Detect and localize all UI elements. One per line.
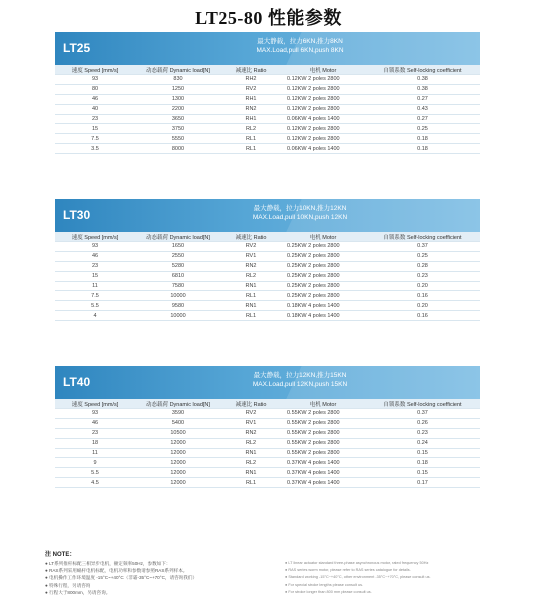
notes-title: 注 NOTE： <box>45 552 76 558</box>
ratio-cell: RL2 <box>221 458 281 468</box>
table-row <box>55 281 480 291</box>
motor-cell: 0.12KW 2 poles 2800 <box>281 124 365 134</box>
load-spec-en: MAX.Load,pull 10KN,push 12KN <box>252 214 348 221</box>
motor-cell: 0.25KW 2 poles 2800 <box>281 261 365 271</box>
load-cell: 1300 <box>135 94 221 104</box>
section-lt25 <box>55 32 480 154</box>
load-cell: 10000 <box>135 311 221 321</box>
header-speed: 速度 Speed [mm/s] <box>55 399 135 409</box>
coef-cell: 0.18 <box>365 144 480 154</box>
load-cell: 5280 <box>135 261 221 271</box>
table-header-row <box>55 232 480 242</box>
ratio-cell: RN2 <box>221 261 281 271</box>
motor-cell: 0.06KW 4 poles 1400 <box>281 114 365 124</box>
section-banner <box>55 32 480 65</box>
header-motor: 电机 Motor <box>281 65 365 75</box>
motor-cell: 0.18KW 4 poles 1400 <box>281 311 365 321</box>
load-cell: 12000 <box>135 478 221 488</box>
table-row <box>55 409 480 419</box>
header-ratio: 减速比 Ratio <box>221 399 281 409</box>
motor-cell: 0.37KW 4 poles 1400 <box>281 468 365 478</box>
load-cell: 12000 <box>135 458 221 468</box>
speed-cell: 80 <box>55 84 135 94</box>
motor-cell: 0.06KW 4 poles 1400 <box>281 144 365 154</box>
table-row <box>55 271 480 281</box>
table-row <box>55 478 480 488</box>
coef-cell: 0.20 <box>365 301 480 311</box>
table-row <box>55 458 480 468</box>
model-name: LT30 <box>63 208 91 222</box>
performance-table <box>55 65 480 154</box>
load-cell: 1650 <box>135 242 221 252</box>
load-cell: 12000 <box>135 468 221 478</box>
header-motor: 电机 Motor <box>281 232 365 242</box>
ratio-cell: RL2 <box>221 271 281 281</box>
speed-cell: 40 <box>55 104 135 114</box>
coef-cell: 0.16 <box>365 311 480 321</box>
coef-cell: 0.43 <box>365 104 480 114</box>
ratio-cell: RL1 <box>221 311 281 321</box>
coef-cell: 0.38 <box>365 84 480 94</box>
note-line: ● RAS系列采用蜗杆电机标配，电机功率和参数请参照RAS系列样本。 <box>45 568 188 574</box>
notes-en <box>285 560 495 596</box>
load-spec <box>175 37 425 55</box>
motor-cell: 0.12KW 2 poles 2800 <box>281 84 365 94</box>
coef-cell: 0.28 <box>365 261 480 271</box>
motor-cell: 0.18KW 4 poles 1400 <box>281 301 365 311</box>
ratio-cell: RV1 <box>221 418 281 428</box>
motor-cell: 0.55KW 2 poles 2800 <box>281 409 365 419</box>
ratio-cell: RL1 <box>221 134 281 144</box>
speed-cell: 93 <box>55 409 135 419</box>
load-spec <box>175 371 425 389</box>
load-cell: 12000 <box>135 438 221 448</box>
note-line: ● LT linear actuator standard three-phase asynchronous motor, rated frequency 50Hz <box>285 561 429 565</box>
speed-cell: 23 <box>55 114 135 124</box>
motor-cell: 0.55KW 2 poles 2800 <box>281 438 365 448</box>
ratio-cell: RN1 <box>221 468 281 478</box>
section-lt40 <box>55 366 480 488</box>
table-row <box>55 311 480 321</box>
table-row <box>55 75 480 85</box>
table-row <box>55 124 480 134</box>
model-name: LT25 <box>63 41 91 55</box>
table-row <box>55 104 480 114</box>
coef-cell: 0.25 <box>365 124 480 134</box>
table-row <box>55 428 480 438</box>
note-line: ● RAS series worm motor, please refer to RAS series catalogue for details. <box>285 568 411 573</box>
speed-cell: 4 <box>55 311 135 321</box>
coef-cell: 0.16 <box>365 291 480 301</box>
coef-cell: 0.38 <box>365 75 480 85</box>
speed-cell: 23 <box>55 428 135 438</box>
motor-cell: 0.12KW 2 poles 2800 <box>281 75 365 85</box>
load-cell: 3590 <box>135 409 221 419</box>
load-cell: 9580 <box>135 301 221 311</box>
section-lt30 <box>55 199 480 321</box>
notes <box>45 549 495 596</box>
load-cell: 7580 <box>135 281 221 291</box>
motor-cell: 0.37KW 4 poles 1400 <box>281 478 365 488</box>
speed-cell: 9 <box>55 458 135 468</box>
table-row <box>55 134 480 144</box>
load-cell: 2200 <box>135 104 221 114</box>
ratio-cell: RN1 <box>221 448 281 458</box>
speed-cell: 11 <box>55 281 135 291</box>
table-header-row <box>55 65 480 75</box>
ratio-cell: RN1 <box>221 281 281 291</box>
speed-cell: 4.5 <box>55 478 135 488</box>
load-cell: 5400 <box>135 418 221 428</box>
speed-cell: 7.5 <box>55 134 135 144</box>
load-spec-en: MAX.Load,pull 6KN,push 8KN <box>256 47 344 54</box>
ratio-cell: RH2 <box>221 75 281 85</box>
motor-cell: 0.37KW 4 poles 1400 <box>281 458 365 468</box>
table-row <box>55 84 480 94</box>
speed-cell: 7.5 <box>55 291 135 301</box>
note-line: ● For stroke longer than 800 mm please consult us. <box>285 589 372 594</box>
coef-cell: 0.15 <box>365 468 480 478</box>
load-cell: 2550 <box>135 251 221 261</box>
coef-cell: 0.37 <box>365 409 480 419</box>
table-row <box>55 144 480 154</box>
motor-cell: 0.25KW 2 poles 2800 <box>281 251 365 261</box>
ratio-cell: RH1 <box>221 94 281 104</box>
coef-cell: 0.15 <box>365 448 480 458</box>
speed-cell: 46 <box>55 94 135 104</box>
ratio-cell: RL2 <box>221 438 281 448</box>
header-load: 动态载荷 Dynamic load[N] <box>135 65 221 75</box>
header-load: 动态载荷 Dynamic load[N] <box>135 232 221 242</box>
note-line: ● LT系列推杆标配三相异步电机，额定频率50Hz，参数如下： <box>45 561 171 566</box>
header-load: 动态载荷 Dynamic load[N] <box>135 399 221 409</box>
header-coef: 自锁系数 Self-locking coefficient <box>365 232 480 242</box>
coef-cell: 0.37 <box>365 242 480 252</box>
motor-cell: 0.25KW 2 poles 2800 <box>281 242 365 252</box>
ratio-cell: RL1 <box>221 478 281 488</box>
motor-cell: 0.25KW 2 poles 2800 <box>281 291 365 301</box>
coef-cell: 0.23 <box>365 428 480 438</box>
load-spec-en: MAX.Load,pull 12KN,push 15KN <box>252 381 348 388</box>
speed-cell: 15 <box>55 124 135 134</box>
notes-cn <box>45 560 285 596</box>
ratio-cell: RV1 <box>221 251 281 261</box>
load-cell: 12000 <box>135 448 221 458</box>
ratio-cell: RN2 <box>221 104 281 114</box>
table-row <box>55 301 480 311</box>
speed-cell: 46 <box>55 251 135 261</box>
motor-cell: 0.55KW 2 poles 2800 <box>281 428 365 438</box>
ratio-cell: RN1 <box>221 301 281 311</box>
load-spec <box>175 204 425 222</box>
load-cell: 1250 <box>135 84 221 94</box>
load-spec-cn: 最大静载，拉力6KN,推力8KN <box>257 38 343 45</box>
speed-cell: 23 <box>55 261 135 271</box>
table-row <box>55 261 480 271</box>
ratio-cell: RL2 <box>221 124 281 134</box>
coef-cell: 0.27 <box>365 94 480 104</box>
ratio-cell: RV2 <box>221 409 281 419</box>
table-row <box>55 94 480 104</box>
note-line: ● 特殊行程，另请咨询 <box>45 582 91 588</box>
table-header-row <box>55 399 480 409</box>
note-line: ● 电机操作工作环境温度 -15°C~+40°C（非霜-35°C~+70°C，请咨询我们） <box>45 575 198 581</box>
load-spec-cn: 最大静载，拉力10KN,推力12KN <box>253 205 347 212</box>
section-banner <box>55 366 480 399</box>
note-line: ● For special stroke lengths please consult us. <box>285 582 364 587</box>
ratio-cell: RL1 <box>221 291 281 301</box>
table-row <box>55 114 480 124</box>
note-line: ● 行程大于800mm，另请咨询。 <box>45 589 111 595</box>
load-spec-cn: 最大静载，拉力12KN,推力15KN <box>253 372 347 379</box>
ratio-cell: RL1 <box>221 144 281 154</box>
load-cell: 6810 <box>135 271 221 281</box>
load-cell: 10000 <box>135 291 221 301</box>
speed-cell: 18 <box>55 438 135 448</box>
ratio-cell: RN2 <box>221 428 281 438</box>
header-ratio: 减速比 Ratio <box>221 65 281 75</box>
speed-cell: 46 <box>55 418 135 428</box>
speed-cell: 3.5 <box>55 144 135 154</box>
table-row <box>55 242 480 252</box>
speed-cell: 5.5 <box>55 301 135 311</box>
ratio-cell: RV2 <box>221 242 281 252</box>
header-ratio: 减速比 Ratio <box>221 232 281 242</box>
coef-cell: 0.26 <box>365 418 480 428</box>
table-row <box>55 291 480 301</box>
performance-table <box>55 399 480 488</box>
motor-cell: 0.55KW 2 poles 2800 <box>281 448 365 458</box>
note-line: ● Standard working -15°C~+40°C, other environment -35°C~+70°C, please consult us. <box>285 575 431 580</box>
header-coef: 自锁系数 Self-locking coefficient <box>365 399 480 409</box>
motor-cell: 0.12KW 2 poles 2800 <box>281 134 365 144</box>
speed-cell: 15 <box>55 271 135 281</box>
table-row <box>55 251 480 261</box>
coef-cell: 0.18 <box>365 458 480 468</box>
load-cell: 830 <box>135 75 221 85</box>
load-cell: 8000 <box>135 144 221 154</box>
table-row <box>55 418 480 428</box>
header-speed: 速度 Speed [mm/s] <box>55 65 135 75</box>
motor-cell: 0.12KW 2 poles 2800 <box>281 94 365 104</box>
coef-cell: 0.18 <box>365 134 480 144</box>
speed-cell: 93 <box>55 242 135 252</box>
page-title: LT25-80 性能参数 <box>195 8 342 28</box>
coef-cell: 0.17 <box>365 478 480 488</box>
motor-cell: 0.12KW 2 poles 2800 <box>281 104 365 114</box>
load-cell: 10500 <box>135 428 221 438</box>
load-cell: 3750 <box>135 124 221 134</box>
table-row <box>55 438 480 448</box>
load-cell: 3650 <box>135 114 221 124</box>
speed-cell: 11 <box>55 448 135 458</box>
motor-cell: 0.55KW 2 poles 2800 <box>281 418 365 428</box>
coef-cell: 0.20 <box>365 281 480 291</box>
coef-cell: 0.23 <box>365 271 480 281</box>
ratio-cell: RV2 <box>221 84 281 94</box>
table-row <box>55 468 480 478</box>
table-row <box>55 448 480 458</box>
speed-cell: 93 <box>55 75 135 85</box>
motor-cell: 0.25KW 2 poles 2800 <box>281 271 365 281</box>
ratio-cell: RH1 <box>221 114 281 124</box>
performance-table <box>55 232 480 321</box>
coef-cell: 0.27 <box>365 114 480 124</box>
coef-cell: 0.24 <box>365 438 480 448</box>
header-speed: 速度 Speed [mm/s] <box>55 232 135 242</box>
speed-cell: 5.5 <box>55 468 135 478</box>
header-coef: 自锁系数 Self-locking coefficient <box>365 65 480 75</box>
model-name: LT40 <box>63 375 91 389</box>
motor-cell: 0.25KW 2 poles 2800 <box>281 281 365 291</box>
coef-cell: 0.25 <box>365 251 480 261</box>
section-banner <box>55 199 480 232</box>
header-motor: 电机 Motor <box>281 399 365 409</box>
load-cell: 5550 <box>135 134 221 144</box>
